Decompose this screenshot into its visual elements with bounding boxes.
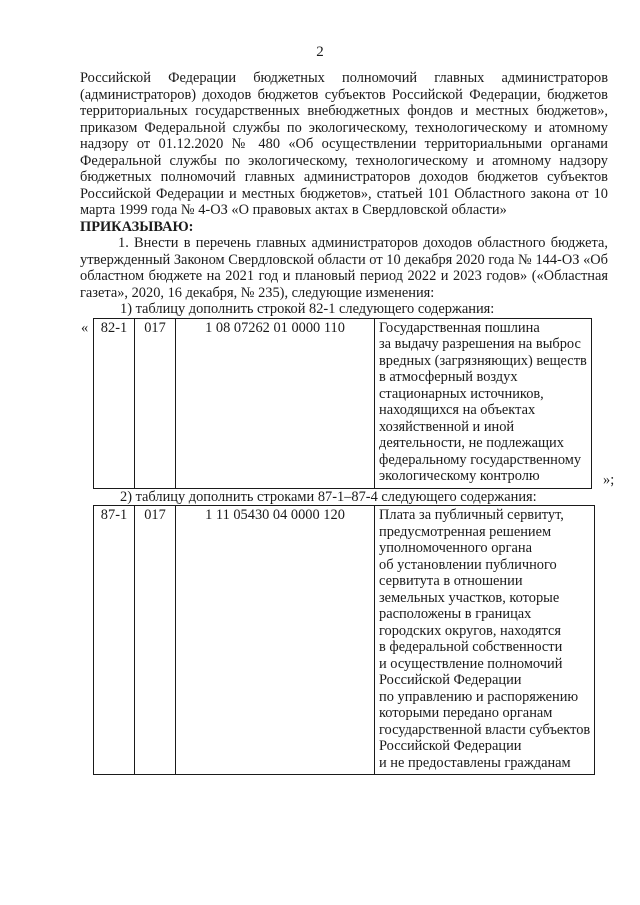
intro-line: Российской Федерации бюджетных полномочий главных администраторов bbox=[80, 70, 608, 86]
row-number-cell: 87-1 bbox=[94, 506, 135, 775]
table-1-wrapper bbox=[81, 318, 615, 489]
name-line: хозяйственной и иной bbox=[379, 418, 515, 435]
name-line: находящихся на объектах bbox=[379, 402, 536, 418]
document-body bbox=[80, 70, 615, 775]
admin-code-cell: 017 bbox=[135, 318, 176, 488]
table-2-caption: 2) таблицу дополнить строками 87-1–87-4 следующего содержания: bbox=[120, 488, 537, 505]
name-line: предусмотренная решением bbox=[379, 523, 552, 540]
table-2 bbox=[93, 505, 595, 775]
revenue-name-lines bbox=[379, 320, 587, 485]
intro-line: технологическому и атомному надзору от 01.12.2020 № 480 «Об осуществлении bbox=[80, 119, 608, 152]
name-line: об установлении публичного bbox=[379, 556, 557, 573]
name-line: земельных участков, которые bbox=[379, 589, 560, 606]
name-line: по управлению и распоряжению bbox=[379, 688, 579, 705]
item-1-line: 1. Внести в перечень главных администраторов доходов областного bbox=[118, 235, 546, 251]
table-row bbox=[94, 318, 592, 488]
name-line: экологическому контролю bbox=[379, 468, 540, 484]
revenue-code-cell: 1 11 05430 04 0000 120 bbox=[176, 506, 375, 775]
revenue-code-cell: 1 08 07262 01 0000 110 bbox=[176, 318, 375, 488]
name-line: государственной власти субъектов bbox=[379, 721, 591, 738]
name-line: Российской Федерации bbox=[379, 672, 522, 688]
name-line: в федеральной собственности bbox=[379, 639, 563, 655]
name-line: уполномоченного органа bbox=[379, 540, 532, 556]
table-1-quote-open: « bbox=[81, 319, 89, 336]
name-line: городских округов, находятся bbox=[379, 622, 561, 639]
name-line: которыми передано органам bbox=[379, 705, 553, 721]
revenue-name-lines bbox=[379, 507, 590, 771]
name-line: Государственная пошлина bbox=[379, 319, 540, 336]
name-line: вредных (загрязняющих) веществ bbox=[379, 352, 587, 369]
page-number: 2 bbox=[316, 44, 324, 60]
name-line: Плата за публичный сервитут, bbox=[379, 507, 564, 523]
row-number-cell: 82-1 bbox=[94, 318, 135, 488]
table-1-quote-close: »; bbox=[603, 472, 615, 488]
table-2-wrapper bbox=[93, 505, 608, 775]
name-line: стационарных источников, bbox=[379, 385, 544, 402]
intro-line: (администраторов) доходов бюджетов субъектов Российской Федерации, bbox=[80, 86, 541, 103]
name-line: и осуществление полномочий bbox=[379, 655, 563, 672]
name-line: Российской Федерации bbox=[379, 738, 522, 754]
admin-code-cell: 017 bbox=[135, 506, 176, 775]
table-1 bbox=[93, 318, 592, 489]
item-1-line: бюджета, утвержденный Законом Свердловской области от 10 декабря 2020 года bbox=[80, 235, 608, 268]
name-line: расположены в границах bbox=[379, 606, 532, 622]
intro-line: бюджетов территориальных государственных внебюджетных фондов и местных bbox=[80, 86, 608, 119]
revenue-name-cell bbox=[375, 318, 592, 488]
revenue-name-cell bbox=[375, 506, 595, 775]
table-1-caption: 1) таблицу дополнить строкой 82-1 следующего содержания: bbox=[120, 301, 495, 317]
item-1-line: изменения: bbox=[365, 284, 435, 301]
name-line: федеральному государственному bbox=[379, 451, 582, 468]
intro-line: администраторов доходов бюджетов субъектов Российской Федерации bbox=[80, 169, 608, 202]
intro-line: бюджетов», приказом Федеральной службы по экологическому, bbox=[80, 103, 608, 136]
name-line: сервитута в отношении bbox=[379, 573, 523, 589]
intro-line: и местных бюджетов», статьей 101 Областного закона от 10 марта 1999 года bbox=[80, 185, 608, 218]
order-heading: ПРИКАЗЫВАЮ: bbox=[80, 218, 194, 235]
table-row bbox=[94, 506, 595, 775]
intro-paragraph bbox=[80, 70, 608, 219]
item-1-line: № 144-ОЗ «Об областном бюджете на 2021 год и плановый период bbox=[80, 251, 608, 284]
name-line: деятельности, не подлежащих bbox=[379, 435, 564, 451]
item-1-line: 2022 и 2023 годов» («Областная газета», 2020, 16 декабря, № 235), следующие bbox=[80, 268, 608, 301]
intro-line: № 4-ОЗ «О правовых актах в Свердловской области» bbox=[180, 202, 507, 218]
item-1-paragraph bbox=[80, 235, 608, 301]
name-line: за выдачу разрешения на выброс bbox=[379, 336, 581, 352]
intro-line: территориальными органами Федеральной службы по экологическому, bbox=[80, 136, 608, 169]
name-line: и не предоставлены гражданам bbox=[379, 754, 571, 771]
intro-line: технологическому и атомному надзору бюджетных полномочий главных bbox=[80, 152, 608, 185]
name-line: в атмосферный воздух bbox=[379, 369, 518, 385]
